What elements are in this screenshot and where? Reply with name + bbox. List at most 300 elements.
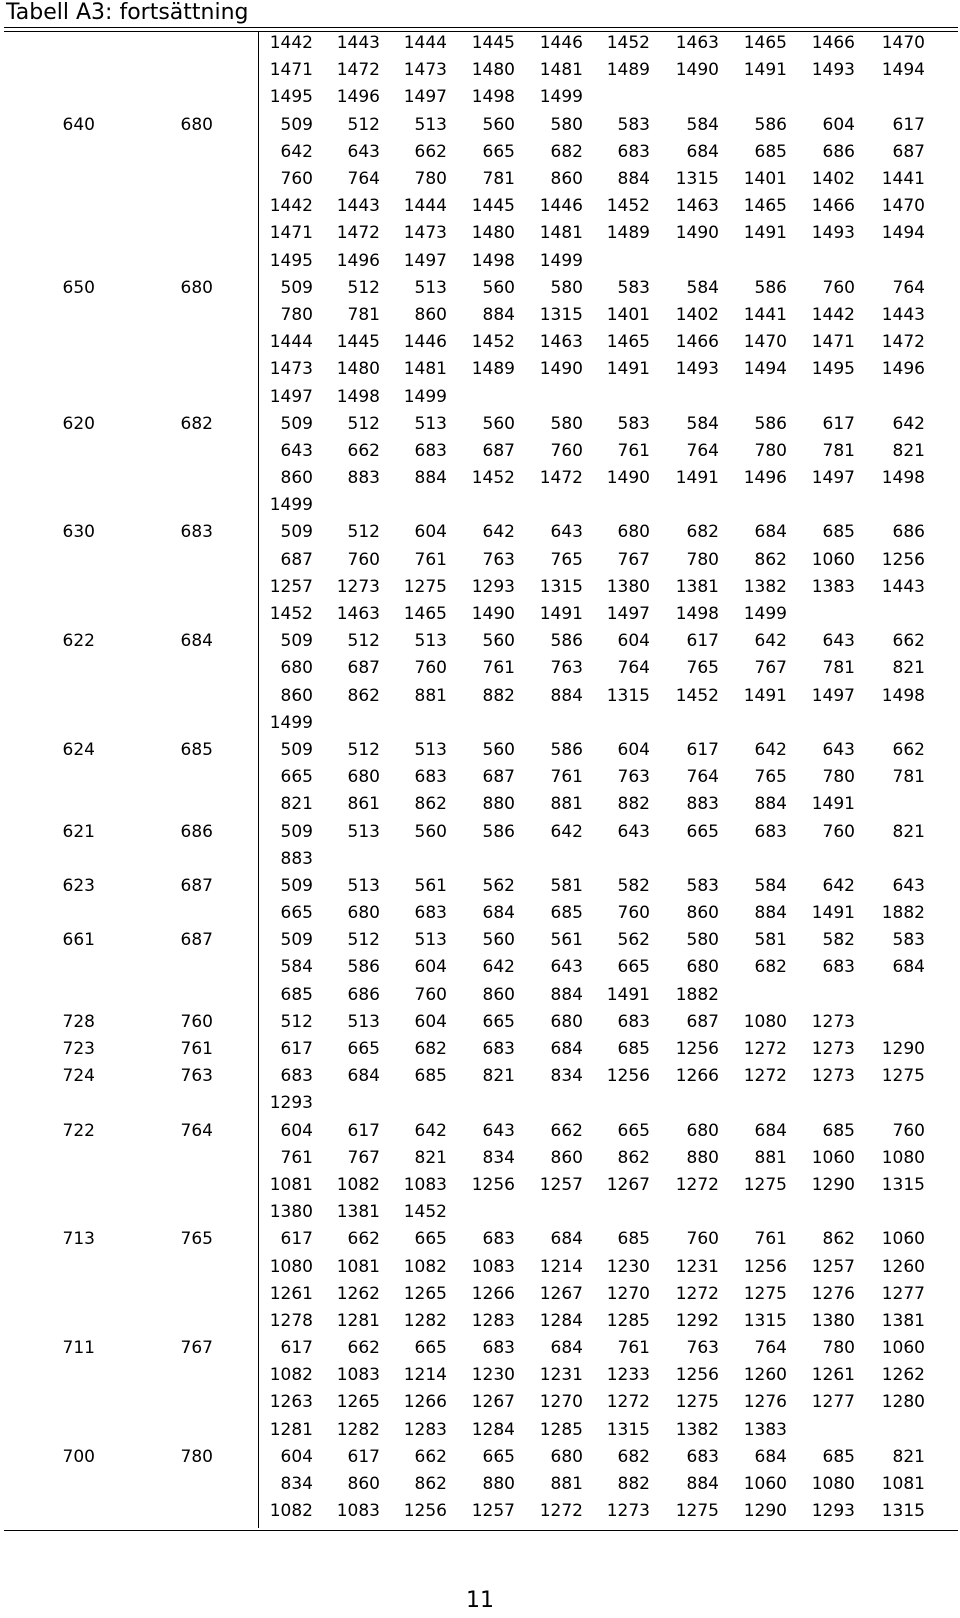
table-cell: 665	[280, 767, 313, 788]
table-cell: 1380	[606, 576, 650, 597]
row-padding	[925, 954, 960, 981]
table-cell: 1466	[811, 33, 855, 54]
table-cell: 780	[822, 767, 855, 788]
table-cell: 1262	[881, 1365, 925, 1386]
table-cell: 1489	[471, 359, 515, 380]
row-key-from	[0, 57, 95, 84]
table-row	[0, 1145, 960, 1172]
table-cell: 1290	[811, 1174, 855, 1195]
table-cell: 1083	[336, 1501, 380, 1522]
table-cell: 584	[280, 957, 313, 978]
table-cell: 1276	[811, 1283, 855, 1304]
table-cell: 684	[754, 1446, 787, 1467]
table-cell: 1256	[606, 1066, 650, 1087]
table-cell: 1471	[269, 60, 313, 81]
table-cell: 584	[686, 277, 719, 298]
table-cell	[380, 846, 447, 873]
table-cell: 643	[550, 522, 583, 543]
table-cell: 683	[617, 1011, 650, 1032]
table-cell: 881	[414, 685, 447, 706]
row-key-to	[95, 954, 213, 981]
row-key-from	[0, 248, 95, 275]
table-cell: 604	[280, 1120, 313, 1141]
table-cell: 513	[414, 631, 447, 652]
table-cell	[650, 383, 719, 410]
table-cell: 1214	[539, 1256, 583, 1277]
table-cell: 684	[482, 903, 515, 924]
row-key-from	[0, 193, 95, 220]
table-cell	[583, 710, 650, 737]
row-key-from	[0, 1362, 95, 1389]
table-cell: 512	[347, 277, 380, 298]
table-cell: 586	[550, 631, 583, 652]
table-cell: 1285	[606, 1310, 650, 1331]
row-key-to	[95, 383, 213, 410]
table-cell: 1491	[606, 359, 650, 380]
table-cell: 862	[754, 549, 787, 570]
table-row	[0, 791, 960, 818]
table-cell: 1082	[403, 1256, 447, 1277]
row-padding	[925, 873, 960, 900]
table-cell: 680	[617, 522, 650, 543]
table-cell	[855, 1009, 925, 1036]
table-cell	[855, 84, 925, 111]
table-cell: 1292	[675, 1310, 719, 1331]
table-cell: 1281	[336, 1310, 380, 1331]
table-cell	[787, 846, 855, 873]
table-cell: 683	[686, 1446, 719, 1467]
table-cell: 643	[347, 141, 380, 162]
table-cell: 760	[686, 1229, 719, 1250]
table-cell: 1256	[675, 1039, 719, 1060]
table-cell: 781	[822, 658, 855, 679]
table-cell: 1480	[471, 223, 515, 244]
table-cell: 1499	[743, 604, 787, 625]
row-padding	[925, 84, 960, 111]
row-key-from	[0, 438, 95, 465]
row-padding	[925, 1444, 960, 1471]
table-cell: 512	[280, 1011, 313, 1032]
table-cell: 765	[754, 767, 787, 788]
table-cell: 685	[550, 903, 583, 924]
row-key-from: 621	[62, 821, 95, 842]
table-cell: 834	[280, 1474, 313, 1495]
table-row	[0, 1498, 960, 1525]
table-cell: 680	[550, 1011, 583, 1032]
table-cell: 1493	[811, 223, 855, 244]
table-cell: 1277	[811, 1392, 855, 1413]
table-cell: 1275	[743, 1174, 787, 1195]
table-row	[0, 519, 960, 546]
table-cell: 662	[414, 141, 447, 162]
table-cell: 1060	[743, 1474, 787, 1495]
table-cell: 1499	[539, 87, 583, 108]
row-padding	[925, 574, 960, 601]
row-padding	[925, 139, 960, 166]
table-cell: 1272	[675, 1174, 719, 1195]
table-cell	[650, 1199, 719, 1226]
table-cell: 760	[822, 821, 855, 842]
table-cell: 862	[347, 685, 380, 706]
table-cell: 780	[414, 169, 447, 190]
table-cell: 1265	[403, 1283, 447, 1304]
table-cell: 862	[822, 1229, 855, 1250]
table-cell	[515, 1090, 583, 1117]
row-key-from: 624	[62, 739, 95, 760]
row-key-to: 686	[180, 821, 213, 842]
row-padding	[925, 547, 960, 574]
table-cell: 682	[617, 1446, 650, 1467]
row-padding	[925, 112, 960, 139]
row-padding	[925, 764, 960, 791]
table-cell: 513	[347, 821, 380, 842]
table-cell	[515, 383, 583, 410]
table-cell: 1490	[539, 359, 583, 380]
table-cell: 1498	[675, 604, 719, 625]
table-cell: 1441	[743, 304, 787, 325]
table-cell: 764	[892, 277, 925, 298]
table-cell: 560	[482, 739, 515, 760]
table-cell: 1081	[269, 1174, 313, 1195]
table-cell: 860	[347, 1474, 380, 1495]
table-row	[0, 1253, 960, 1280]
table-cell: 682	[414, 1039, 447, 1060]
table-cell: 1262	[336, 1283, 380, 1304]
row-key-to	[95, 900, 213, 927]
row-key-to	[95, 1253, 213, 1280]
table-cell: 767	[617, 549, 650, 570]
row-key-to: 687	[180, 930, 213, 951]
table-row	[0, 356, 960, 383]
table-cell: 882	[482, 685, 515, 706]
table-cell: 682	[686, 522, 719, 543]
table-cell: 1401	[606, 304, 650, 325]
table-cell: 1496	[743, 468, 787, 489]
table-cell	[719, 982, 787, 1009]
row-padding	[925, 492, 960, 519]
table-cell: 1497	[606, 604, 650, 625]
table-cell: 682	[550, 141, 583, 162]
table-cell	[719, 710, 787, 737]
data-table	[0, 30, 960, 1525]
table-cell: 683	[482, 1039, 515, 1060]
table-row	[0, 57, 960, 84]
table-cell: 1380	[811, 1310, 855, 1331]
table-row	[0, 1118, 960, 1145]
row-key-from	[0, 1199, 95, 1226]
table-cell	[447, 710, 515, 737]
table-cell: 1266	[471, 1283, 515, 1304]
table-cell: 560	[414, 821, 447, 842]
table-cell: 1257	[471, 1501, 515, 1522]
table-cell: 685	[822, 1120, 855, 1141]
table-row	[0, 737, 960, 764]
row-key-to: 680	[180, 114, 213, 135]
table-cell	[787, 1090, 855, 1117]
table-cell: 562	[482, 875, 515, 896]
table-cell: 763	[617, 767, 650, 788]
table-cell: 765	[550, 549, 583, 570]
row-key-to	[95, 846, 213, 873]
row-padding	[925, 1036, 960, 1063]
table-cell: 1481	[539, 223, 583, 244]
table-row	[0, 1362, 960, 1389]
table-cell: 684	[892, 957, 925, 978]
table-cell: 780	[280, 304, 313, 325]
table-cell: 1060	[811, 1147, 855, 1168]
top-rule	[4, 27, 958, 28]
table-row	[0, 900, 960, 927]
table-row	[0, 954, 960, 981]
row-key-to	[95, 547, 213, 574]
table-cell	[787, 982, 855, 1009]
table-cell: 1498	[881, 468, 925, 489]
table-cell: 586	[754, 277, 787, 298]
table-cell: 684	[550, 1039, 583, 1060]
row-key-from: 713	[62, 1229, 95, 1250]
table-cell: 580	[550, 114, 583, 135]
row-key-to	[95, 302, 213, 329]
table-cell: 1230	[606, 1256, 650, 1277]
table-cell: 1466	[811, 196, 855, 217]
table-cell: 683	[280, 1066, 313, 1087]
table-row	[0, 710, 960, 737]
table-cell: 687	[892, 141, 925, 162]
table-cell: 604	[617, 739, 650, 760]
table-cell: 1284	[471, 1419, 515, 1440]
table-cell: 1080	[881, 1147, 925, 1168]
table-cell: 1466	[675, 332, 719, 353]
table-cell: 1277	[881, 1283, 925, 1304]
table-cell: 1446	[539, 33, 583, 54]
table-cell: 781	[892, 767, 925, 788]
table-cell: 1231	[539, 1365, 583, 1386]
table-cell: 761	[414, 549, 447, 570]
table-cell: 821	[482, 1066, 515, 1087]
table-cell: 1060	[881, 1229, 925, 1250]
table-cell: 684	[686, 141, 719, 162]
table-row	[0, 927, 960, 954]
table-cell: 683	[482, 1338, 515, 1359]
table-cell: 583	[686, 875, 719, 896]
table-cell: 1443	[881, 576, 925, 597]
table-cell: 1272	[743, 1066, 787, 1087]
table-cell: 1315	[606, 685, 650, 706]
table-cell: 680	[347, 903, 380, 924]
table-cell: 665	[686, 821, 719, 842]
row-padding	[925, 1417, 960, 1444]
table-row	[0, 1090, 960, 1117]
table-cell	[650, 84, 719, 111]
row-key-from	[0, 1389, 95, 1416]
table-cell: 684	[754, 522, 787, 543]
table-cell: 883	[347, 468, 380, 489]
row-key-from	[0, 764, 95, 791]
table-cell	[447, 383, 515, 410]
table-cell: 1444	[269, 332, 313, 353]
table-cell: 760	[550, 440, 583, 461]
table-cell: 1444	[403, 196, 447, 217]
table-cell	[447, 846, 515, 873]
table-cell: 665	[617, 957, 650, 978]
row-key-from	[0, 492, 95, 519]
table-row	[0, 1226, 960, 1253]
table-cell: 509	[280, 413, 313, 434]
table-cell: 1473	[403, 60, 447, 81]
table-cell: 1272	[539, 1501, 583, 1522]
table-cell: 1443	[336, 33, 380, 54]
table-cell: 687	[280, 549, 313, 570]
table-row	[0, 1172, 960, 1199]
table-cell: 586	[754, 114, 787, 135]
table-cell: 760	[892, 1120, 925, 1141]
table-row	[0, 220, 960, 247]
table-row	[0, 846, 960, 873]
table-cell: 1497	[811, 685, 855, 706]
row-padding	[925, 411, 960, 438]
table-cell	[719, 1090, 787, 1117]
table-cell: 1480	[336, 359, 380, 380]
table-cell: 583	[617, 413, 650, 434]
table-cell: 582	[822, 930, 855, 951]
row-padding	[925, 438, 960, 465]
table-cell: 761	[550, 767, 583, 788]
table-cell: 1270	[606, 1283, 650, 1304]
table-cell: 1463	[675, 33, 719, 54]
row-key-to	[95, 791, 213, 818]
row-key-to	[95, 1417, 213, 1444]
row-key-to	[95, 1308, 213, 1335]
row-key-from	[0, 574, 95, 601]
table-cell: 1260	[881, 1256, 925, 1277]
table-row	[0, 1335, 960, 1362]
table-cell: 1214	[403, 1365, 447, 1386]
row-key-to	[95, 438, 213, 465]
table-cell: 562	[617, 930, 650, 951]
table-cell: 1442	[269, 33, 313, 54]
table-cell: 1473	[403, 223, 447, 244]
table-row	[0, 1063, 960, 1090]
table-cell: 512	[347, 631, 380, 652]
table-cell: 1060	[881, 1338, 925, 1359]
table-cell: 761	[280, 1147, 313, 1168]
table-cell: 1481	[403, 359, 447, 380]
row-key-to: 765	[180, 1229, 213, 1250]
table-cell	[855, 710, 925, 737]
row-key-from: 650	[62, 277, 95, 298]
table-cell: 1452	[471, 468, 515, 489]
table-cell: 821	[414, 1147, 447, 1168]
table-cell: 509	[280, 930, 313, 951]
row-key-from: 723	[62, 1039, 95, 1060]
table-cell: 821	[892, 821, 925, 842]
table-cell	[583, 248, 650, 275]
table-cell	[447, 492, 515, 519]
table-cell: 1275	[743, 1283, 787, 1304]
table-cell: 1882	[881, 903, 925, 924]
table-body	[0, 30, 960, 1525]
table-cell: 860	[414, 304, 447, 325]
table-cell	[855, 1090, 925, 1117]
table-cell	[719, 84, 787, 111]
table-cell	[855, 791, 925, 818]
table-cell: 684	[550, 1229, 583, 1250]
table-cell: 1256	[881, 549, 925, 570]
table-cell: 1382	[743, 576, 787, 597]
table-cell: 1493	[675, 359, 719, 380]
table-cell: 1080	[743, 1011, 787, 1032]
row-key-from	[0, 710, 95, 737]
table-cell: 1275	[881, 1066, 925, 1087]
table-cell	[515, 710, 583, 737]
table-row	[0, 275, 960, 302]
table-cell: 513	[414, 413, 447, 434]
table-row	[0, 411, 960, 438]
table-cell: 1381	[881, 1310, 925, 1331]
row-padding	[925, 1498, 960, 1525]
table-cell	[380, 1090, 447, 1117]
table-cell: 1498	[471, 87, 515, 108]
row-padding	[925, 900, 960, 927]
row-key-to: 687	[180, 875, 213, 896]
row-key-from: 630	[62, 522, 95, 543]
table-cell: 686	[822, 141, 855, 162]
table-cell: 1463	[539, 332, 583, 353]
table-cell: 604	[280, 1446, 313, 1467]
row-padding	[925, 1226, 960, 1253]
table-cell: 685	[617, 1039, 650, 1060]
row-key-to	[95, 1471, 213, 1498]
table-cell	[787, 1417, 855, 1444]
table-cell: 1443	[881, 304, 925, 325]
table-cell: 513	[414, 277, 447, 298]
table-cell: 512	[347, 739, 380, 760]
table-cell: 1315	[606, 1419, 650, 1440]
table-cell: 642	[482, 522, 515, 543]
table-cell: 1382	[675, 1419, 719, 1440]
table-cell: 861	[347, 794, 380, 815]
row-key-to: 682	[180, 413, 213, 434]
row-key-from	[0, 302, 95, 329]
table-cell: 509	[280, 875, 313, 896]
table-row	[0, 547, 960, 574]
table-cell: 1497	[403, 250, 447, 271]
row-key-to	[95, 601, 213, 628]
table-cell: 1491	[675, 468, 719, 489]
table-cell: 509	[280, 739, 313, 760]
table-cell	[719, 248, 787, 275]
table-cell: 781	[482, 169, 515, 190]
table-cell	[650, 846, 719, 873]
table-row	[0, 764, 960, 791]
table-cell	[855, 601, 925, 628]
table-cell: 760	[347, 549, 380, 570]
table-cell: 680	[550, 1446, 583, 1467]
table-cell: 1285	[539, 1419, 583, 1440]
row-key-to	[95, 329, 213, 356]
table-cell: 884	[754, 794, 787, 815]
table-cell: 1490	[471, 604, 515, 625]
table-cell: 1499	[403, 386, 447, 407]
table-cell: 761	[754, 1229, 787, 1250]
table-cell: 581	[550, 875, 583, 896]
row-padding	[925, 1009, 960, 1036]
table-cell: 1270	[539, 1392, 583, 1413]
table-cell: 513	[347, 875, 380, 896]
table-cell: 884	[550, 984, 583, 1005]
table-row	[0, 628, 960, 655]
table-cell: 1499	[269, 712, 313, 733]
